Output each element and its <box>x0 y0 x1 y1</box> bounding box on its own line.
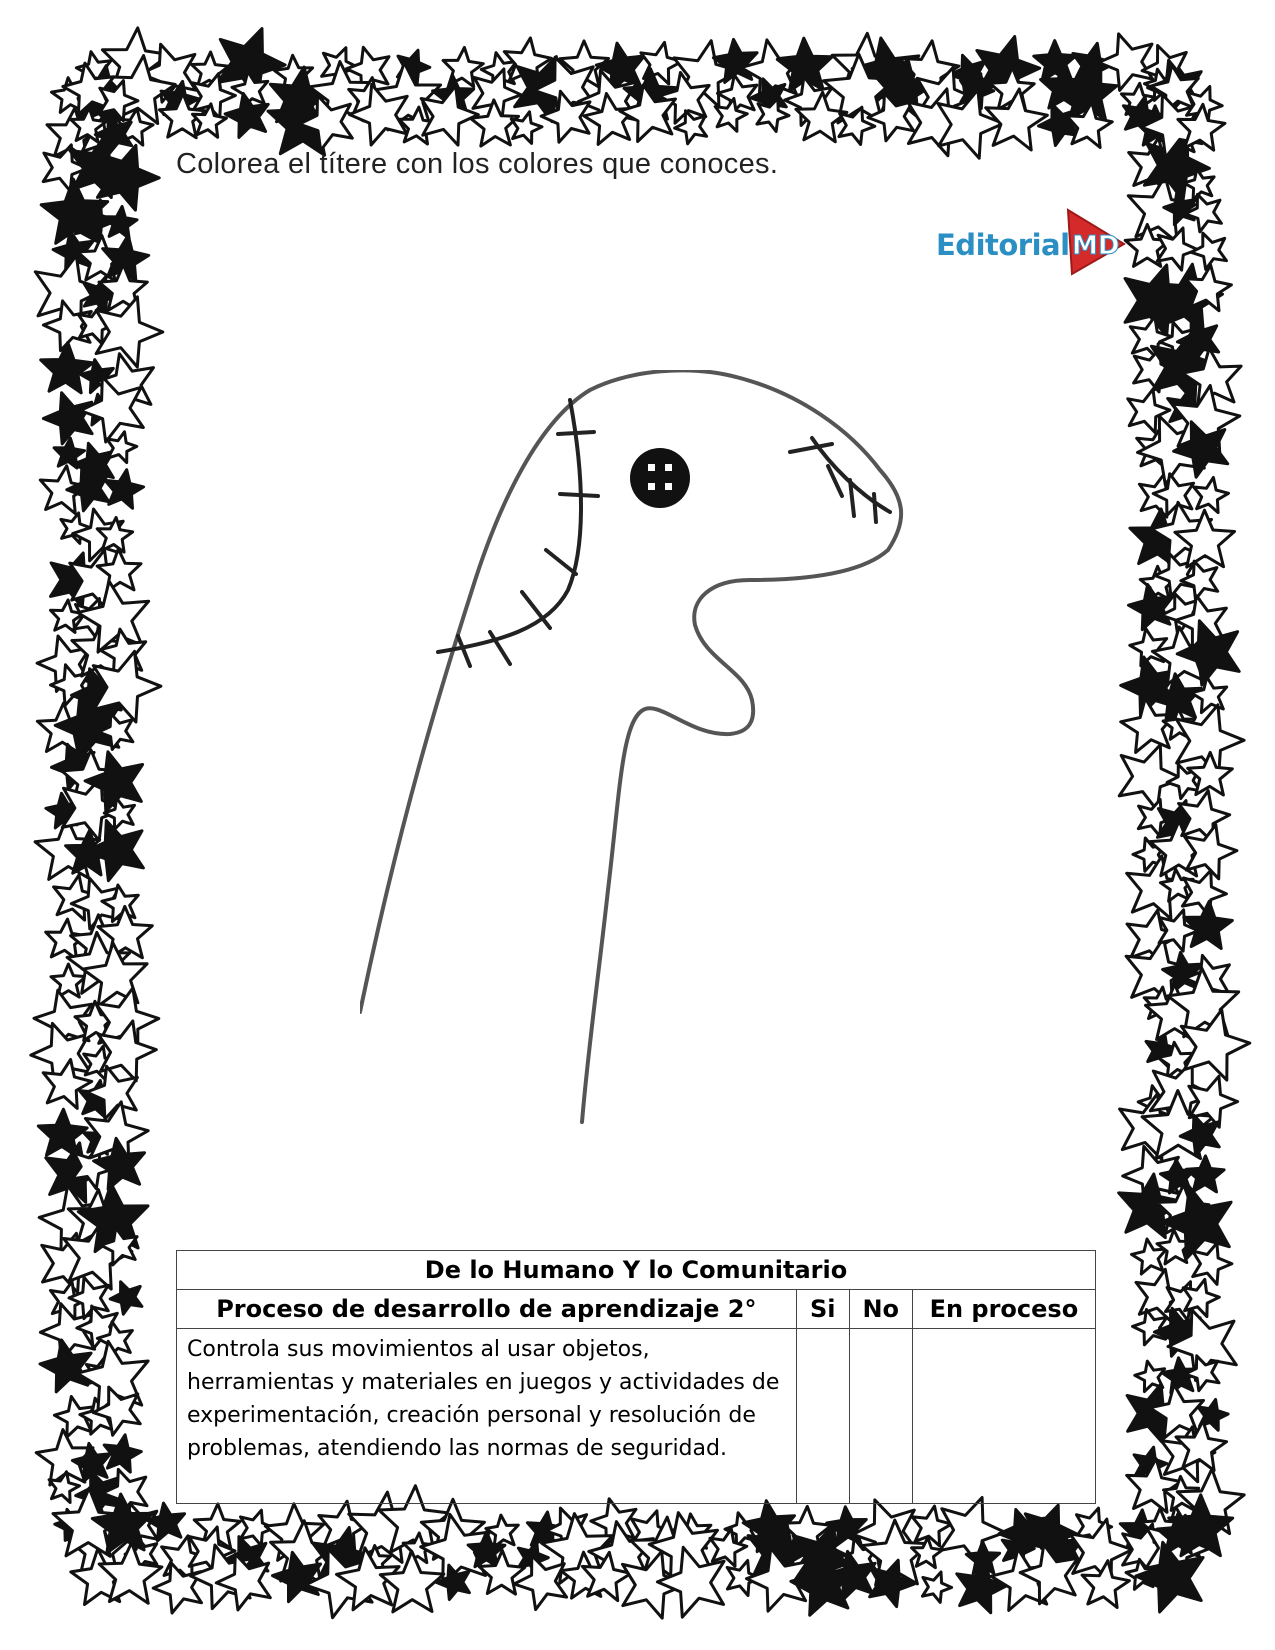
star-icon <box>986 89 1048 150</box>
header-en-proceso: En proceso <box>912 1290 1095 1329</box>
cell-en-proceso[interactable] <box>912 1329 1095 1504</box>
star-icon <box>1130 629 1167 666</box>
star-icon <box>104 1435 141 1472</box>
header-proceso: Proceso de desarrollo de aprendizaje 2° <box>177 1290 797 1329</box>
header-no: No <box>849 1290 912 1329</box>
evaluation-table <box>176 1250 1096 1504</box>
star-icon <box>153 1563 201 1613</box>
star-icon <box>1191 677 1227 713</box>
star-icon <box>43 393 92 444</box>
table-title: De lo Humano Y lo Comunitario <box>177 1251 1096 1290</box>
logo-mark <box>1054 206 1126 278</box>
star-icon <box>957 1561 1007 1613</box>
star-icon <box>1177 621 1239 685</box>
star-icon <box>1186 1156 1224 1192</box>
star-icon <box>105 207 137 239</box>
logo-text: Editorial <box>936 228 1070 262</box>
star-icon <box>1194 478 1229 513</box>
button-eye-icon <box>630 448 690 508</box>
cell-no[interactable] <box>849 1329 912 1504</box>
star-icon <box>41 342 93 393</box>
star-icon <box>1191 233 1226 269</box>
sock-puppet-outline <box>360 370 960 1130</box>
star-icon <box>1133 1310 1167 1345</box>
star-icon <box>1193 1243 1232 1284</box>
star-icon <box>922 1572 951 1602</box>
editorial-md-logo <box>936 206 1126 286</box>
puppet-mouth-line <box>582 580 753 1122</box>
star-icon <box>1119 745 1182 811</box>
logo-mark-text: MD <box>1072 231 1120 261</box>
puppet-back-line <box>360 370 901 1012</box>
learning-description: Controla sus movimientos al usar objetos, herramientas y materiales en juegos y actividades de experimentación, creación personal y resolución de problemas, atendiendo las normas de seguridad. <box>177 1329 797 1504</box>
cell-si[interactable] <box>796 1329 849 1504</box>
puppet-ear-seam <box>438 400 581 652</box>
star-icon <box>1184 901 1233 948</box>
star-icon <box>110 1282 142 1314</box>
instruction-text: Colorea el títere con los colores que conoces. <box>176 148 779 180</box>
header-si: Si <box>796 1290 849 1329</box>
star-icon <box>1099 34 1153 91</box>
